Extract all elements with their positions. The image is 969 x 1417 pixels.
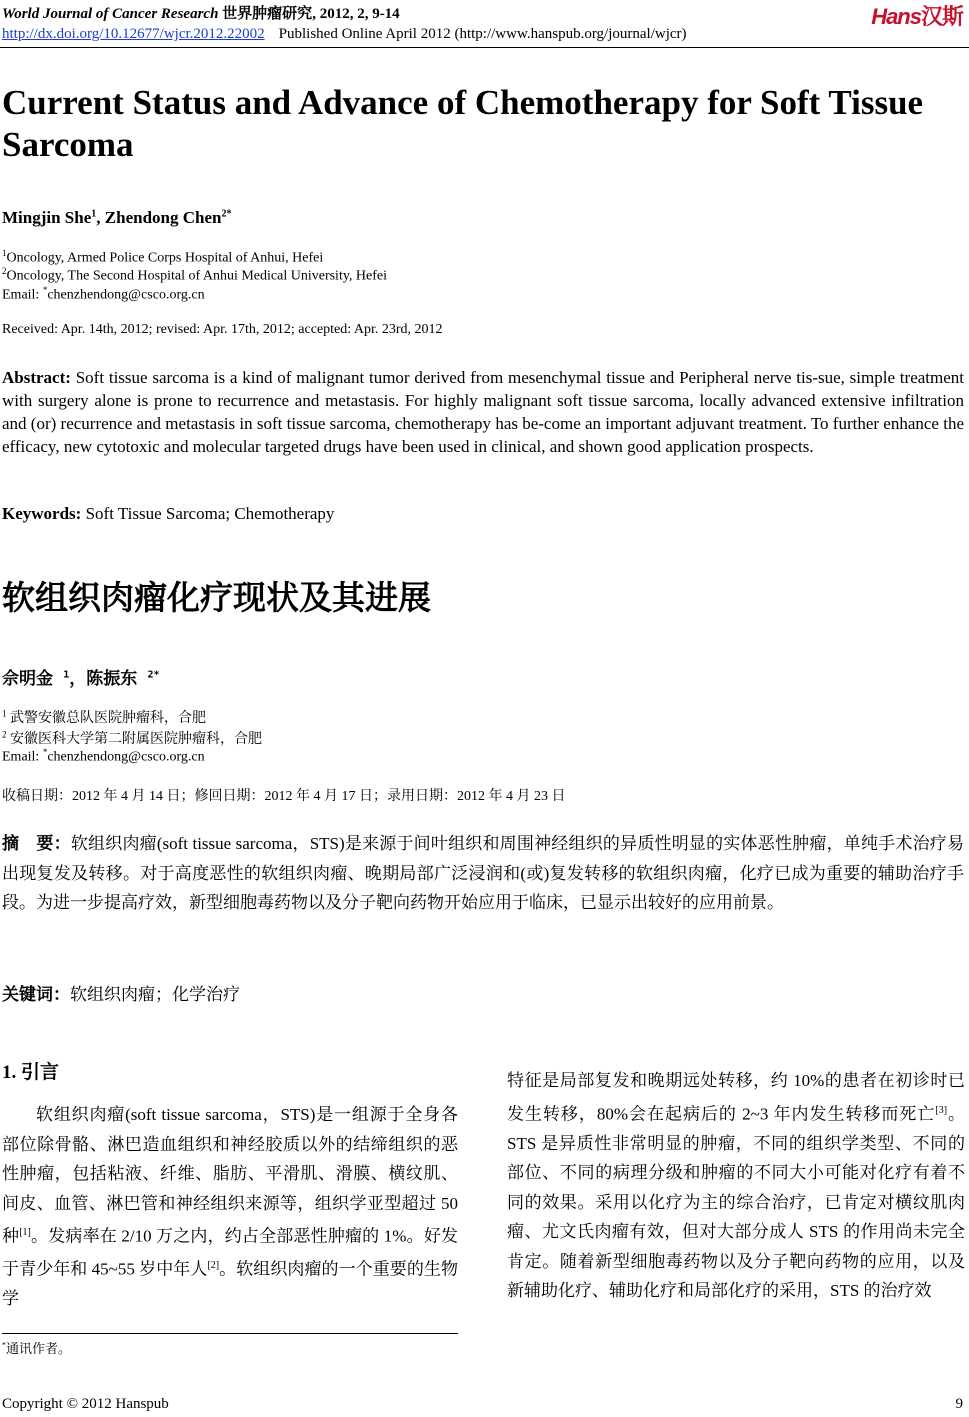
abstract-label: Abstract: (2, 368, 71, 387)
page-number: 9 (955, 1396, 963, 1412)
citation-ref[interactable]: [1] (19, 1227, 31, 1238)
email-sup: * (42, 285, 48, 295)
keywords-zh (2, 980, 240, 1005)
abstract-zh (2, 829, 964, 917)
volume-info: , 2012, 2, 9-14 (312, 6, 400, 22)
email-sup: * (42, 747, 48, 757)
paragraph-text: 。发病率在 2/10 万之内，约占全部恶性肿瘤的 1%。好发于青少年和 45~55 岁中年人 (2, 1226, 458, 1279)
affil-sup: 2 (2, 266, 7, 276)
author-sup: 1 (63, 669, 70, 681)
authors-en (2, 208, 231, 228)
keywords-en (2, 504, 334, 524)
author-separator: , (96, 208, 105, 227)
affil-sup: 1 (2, 708, 7, 719)
author-sup: 2* (147, 669, 160, 681)
author-sup: 2* (221, 208, 232, 220)
affil-text: Oncology, The Second Hospital of Anhui Medical University, Hefei (6, 268, 388, 284)
footnote-sup: * (2, 1340, 6, 1350)
header-divider (0, 47, 969, 48)
author-name: 陈振东 (86, 669, 138, 689)
affil-sup: 2 (2, 729, 7, 740)
publisher-logo (871, 0, 963, 31)
affil-text: 安徽医科大学第二附属医院肿瘤科，合肥 (10, 732, 262, 747)
footnote (2, 1338, 71, 1357)
author-name: Mingjin She (2, 208, 92, 227)
received-dates-en: Received: Apr. 14th, 2012; revised: Apr. 17th, 2012; accepted: Apr. 23rd, 2012 (2, 322, 443, 337)
authors-zh (2, 664, 160, 689)
received-dates-zh: 收稿日期：2012 年 4 月 14 日；修回日期：2012 年 4 月 17 日；录用日期：2012 年 4 月 23 日 (2, 789, 566, 804)
abstract-text: 软组织肉瘤(soft tissue sarcoma，STS)是来源于间叶组织和周围神经组织的异质性明显的实体恶性肿瘤，单纯手术治疗易出现复发及转移。对于高度恶性的软组织肉瘤、晚期局部广泛浸润和(或)复发转移的软组织肉瘤，化疗已成为重要的辅助治疗手段。为进一步提高疗效，新型细胞毒药物以及分子靶向药物开始应用于临床，已显示出较好的应用前景。 (2, 834, 964, 912)
running-header (2, 2, 400, 23)
paragraph-text: 软组织肉瘤(soft tissue sarcoma，STS)是一组源于全身各部位除骨骼、淋巴造血组织和神经胶质以外的结缔组织的恶性肿瘤，包括粘液、纤维、脂肪、平滑肌、滑膜、横纹肌、间皮、血管、淋巴管和神经组织来源等，组织学亚型超过 50 种 (2, 1105, 458, 1246)
paragraph-text: 。STS 是异质性非常明显的肿瘤，不同的组织学类型、不同的部位、不同的病理分级和肿瘤的不同大小可能对化疗有着不同的效果。采用以化疗为主的综合治疗，已肯定对横纹肌肉瘤、尤文氏肉瘤有效，但对大部分成人 STS 的作用尚未完全肯定。随着新型细胞毒药物以及分子靶向药物的应用，以及新辅助化疗、辅助化疗和局部化疗的采用，STS 的治疗效 (507, 1104, 966, 1301)
author-name: 佘明金 (2, 669, 53, 689)
affiliation-1-en (2, 248, 323, 267)
author-name: Zhendong Chen (104, 208, 222, 227)
paper-title-en: Current Status and Advance of Chemotherapy for Soft Tissue Sarcoma (2, 83, 924, 164)
footnote-divider (2, 1333, 458, 1334)
journal-name-zh: 世界肿瘤研究 (222, 6, 313, 22)
keywords-text: Soft Tissue Sarcoma; Chemotherapy (85, 504, 335, 523)
email-address[interactable]: chenzhendong@csco.org.cn (47, 287, 205, 303)
affiliation-2-en (2, 266, 387, 285)
published-info: Published Online April 2012 (http://www.hanspub.org/journal/wjcr) (278, 26, 687, 42)
email-zh (2, 747, 205, 766)
logo-text-zh: 汉斯 (920, 5, 963, 30)
journal-name: World Journal of Cancer Research (2, 6, 219, 22)
footnote-text: 通讯作者。 (6, 1341, 72, 1356)
email-en (2, 285, 205, 304)
abstract-label: 摘 要： (2, 834, 71, 854)
paragraph-text: 。软组织肉瘤的一个重要的生物学 (2, 1259, 459, 1309)
email-label: Email: (2, 287, 43, 303)
doi-line (2, 26, 687, 43)
citation-ref[interactable]: [2] (207, 1260, 220, 1272)
left-column (2, 1100, 458, 1314)
section-heading: 1. 引言 (2, 1062, 60, 1083)
affil-text: 武警安徽总队医院肿瘤科，合肥 (10, 711, 206, 726)
affiliation-1-zh (2, 707, 206, 727)
copyright: Copyright © 2012 Hanspub (2, 1396, 169, 1412)
author-separator: ， (69, 669, 87, 689)
paragraph-text: 特征是局部复发和晚期远处转移，约 10%的患者在初诊时已发生转移，80%会在起病后的 2~3 年内发生转移而死亡 (507, 1071, 965, 1124)
right-column (507, 1066, 965, 1306)
doi-link[interactable]: http://dx.doi.org/10.12677/wjcr.2012.22002 (2, 26, 265, 42)
keywords-label: Keywords: (2, 504, 82, 523)
keywords-text: 软组织肉瘤；化学治疗 (70, 985, 240, 1004)
email-address[interactable]: chenzhendong@csco.org.cn (47, 749, 205, 765)
abstract-en (2, 366, 964, 458)
keywords-label: 关键词： (2, 985, 70, 1005)
email-label: Email: (2, 749, 43, 765)
abstract-text: Soft tissue sarcoma is a kind of malignant tumor derived from mesenchymal tissue and Peripheral nerve tis-sue, simple treatment with surgery alone is prone to recurrence and metastasis. For highly malignant soft tissue sarcoma, locally advanced extensive infiltration and (or) recurrence and metastasis in soft tissue sarcoma, chemotherapy has be-come an important adjuvant treatment. To further enhance the efficacy, new cytotoxic and molecular targeted drugs have been used in clinical, and shown good application prospects. (2, 368, 964, 456)
affil-text: Oncology, Armed Police Corps Hospital of Anhui, Hefei (6, 250, 324, 266)
affil-sup: 1 (2, 248, 7, 258)
paper-title-zh: 软组织肉瘤化疗现状及其进展 (2, 578, 431, 617)
author-sup: 1 (91, 208, 97, 220)
affiliation-2-zh (2, 728, 262, 748)
citation-ref[interactable]: [3] (935, 1104, 948, 1116)
logo-text-en: Hans (871, 4, 921, 29)
